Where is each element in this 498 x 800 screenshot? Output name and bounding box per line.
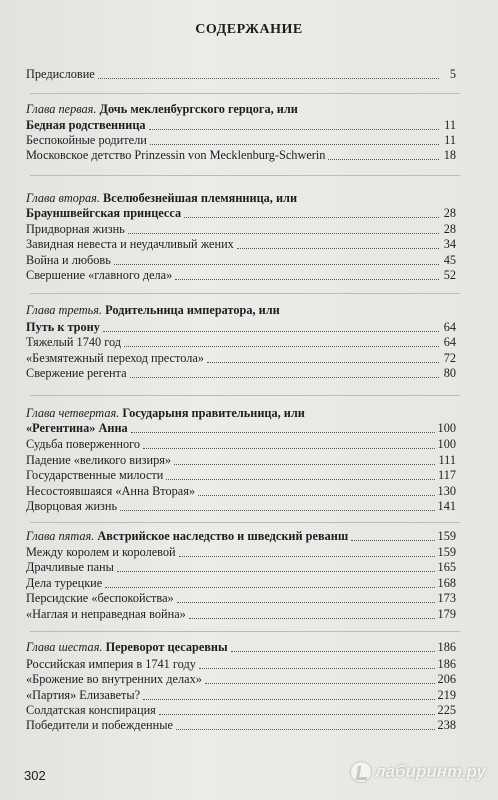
toc-entry: «Партия» Елизаветы? 219 bbox=[26, 688, 456, 702]
chapter-heading: Глава первая. Дочь мекленбургского герцога, или bbox=[26, 102, 298, 116]
chapter-heading: Глава пятая. Австрийское наследство и шведский реванш 159 bbox=[26, 529, 456, 543]
toc-entry: Между королем и королевой 159 bbox=[26, 545, 456, 559]
section-divider bbox=[30, 93, 460, 94]
toc-entry: Свершение «главного дела» 52 bbox=[26, 268, 456, 282]
watermark-text: лабиринт.ру bbox=[375, 762, 486, 781]
chapter-subtitle: Брауншвейгская принцесса 28 bbox=[26, 206, 456, 220]
chapter-subtitle: Путь к трону 64 bbox=[26, 320, 456, 334]
watermark bbox=[351, 762, 486, 782]
section-divider bbox=[30, 175, 460, 176]
leader-dots bbox=[150, 144, 439, 145]
toc-entry: Солдатская конспирация 225 bbox=[26, 703, 456, 717]
leader-dots bbox=[130, 377, 439, 378]
toc-entry: Судьба поверженного 100 bbox=[26, 437, 456, 451]
leader-dots bbox=[98, 78, 439, 79]
leader-dots bbox=[176, 729, 435, 730]
labirint-logo-icon bbox=[351, 762, 371, 782]
toc-entry: Придворная жизнь 28 bbox=[26, 222, 456, 236]
leader-dots bbox=[177, 602, 435, 603]
leader-dots bbox=[114, 264, 439, 265]
page-title: СОДЕРЖАНИЕ bbox=[195, 22, 303, 37]
leader-dots bbox=[159, 714, 435, 715]
leader-dots bbox=[199, 668, 435, 669]
toc-entry: «Безмятежный переход престола» 72 bbox=[26, 351, 456, 365]
leader-dots bbox=[128, 233, 439, 234]
leader-dots bbox=[328, 159, 439, 160]
leader-dots bbox=[124, 346, 439, 347]
leader-dots bbox=[207, 362, 439, 363]
toc-entry: «Брожение во внутренних делах» 206 bbox=[26, 672, 456, 686]
leader-dots bbox=[198, 495, 434, 496]
leader-dots bbox=[189, 618, 435, 619]
page-number: 302 bbox=[24, 768, 46, 783]
toc-entry-page: 5 bbox=[449, 67, 456, 81]
chapter-heading: Глава вторая. Вселюбезнейшая племянница, или bbox=[26, 191, 298, 205]
toc-entry: Война и любовь 45 bbox=[26, 253, 456, 267]
chapter-heading: Глава третья. Родительница императора, или bbox=[26, 303, 280, 317]
chapter-subtitle: «Регентина» Анна 100 bbox=[26, 421, 456, 435]
toc-entry-preface bbox=[26, 67, 456, 82]
toc-entry: Драчливые паны 165 bbox=[26, 560, 456, 574]
toc-entry: Падение «великого визиря» 111 bbox=[26, 453, 456, 467]
leader-dots bbox=[105, 587, 434, 588]
leader-dots bbox=[166, 479, 435, 480]
toc-entry: Беспокойные родители 11 bbox=[26, 133, 456, 147]
leader-dots bbox=[179, 556, 435, 557]
toc-entry-text: Предисловие bbox=[26, 67, 95, 81]
toc-entry: Дела турецкие 168 bbox=[26, 576, 456, 590]
leader-dots bbox=[351, 540, 434, 541]
leader-dots bbox=[174, 464, 435, 465]
leader-dots bbox=[143, 448, 435, 449]
leader-dots bbox=[149, 129, 439, 130]
leader-dots bbox=[120, 510, 434, 511]
toc-entry: Несостоявшаяся «Анна Вторая» 130 bbox=[26, 484, 456, 498]
leader-dots bbox=[205, 683, 435, 684]
toc-entry: Тяжелый 1740 год 64 bbox=[26, 335, 456, 349]
chapter-subtitle: Бедная родственница 11 bbox=[26, 118, 456, 132]
section-divider bbox=[30, 522, 460, 523]
section-divider bbox=[30, 395, 460, 396]
leader-dots bbox=[231, 651, 435, 652]
leader-dots bbox=[143, 699, 434, 700]
toc-entry: Государственные милости 117 bbox=[26, 468, 456, 482]
toc-entry: Московское детство Prinzessin von Mecklenburg-Schwerin 18 bbox=[26, 148, 456, 162]
leader-dots bbox=[237, 248, 439, 249]
leader-dots bbox=[103, 331, 439, 332]
chapter-heading: Глава четвертая. Государыня правительница, или bbox=[26, 406, 305, 420]
toc-entry: «Наглая и неправедная война» 179 bbox=[26, 607, 456, 621]
leader-dots bbox=[175, 279, 439, 280]
toc-entry: Дворцовая жизнь 141 bbox=[26, 499, 456, 513]
toc-entry: Российская империя в 1741 году 186 bbox=[26, 657, 456, 671]
toc-entry: Персидские «беспокойства» 173 bbox=[26, 591, 456, 605]
toc-entry: Победители и побежденные 238 bbox=[26, 718, 456, 732]
leader-dots bbox=[184, 217, 439, 218]
section-divider bbox=[30, 293, 460, 294]
leader-dots bbox=[117, 571, 435, 572]
leader-dots bbox=[131, 432, 435, 433]
toc-entry: Свержение регента 80 bbox=[26, 366, 456, 380]
chapter-heading: Глава шестая. Переворот цесаревны 186 bbox=[26, 640, 456, 654]
toc-entry: Завидная невеста и неудачливый жених 34 bbox=[26, 237, 456, 251]
section-divider bbox=[30, 631, 460, 632]
